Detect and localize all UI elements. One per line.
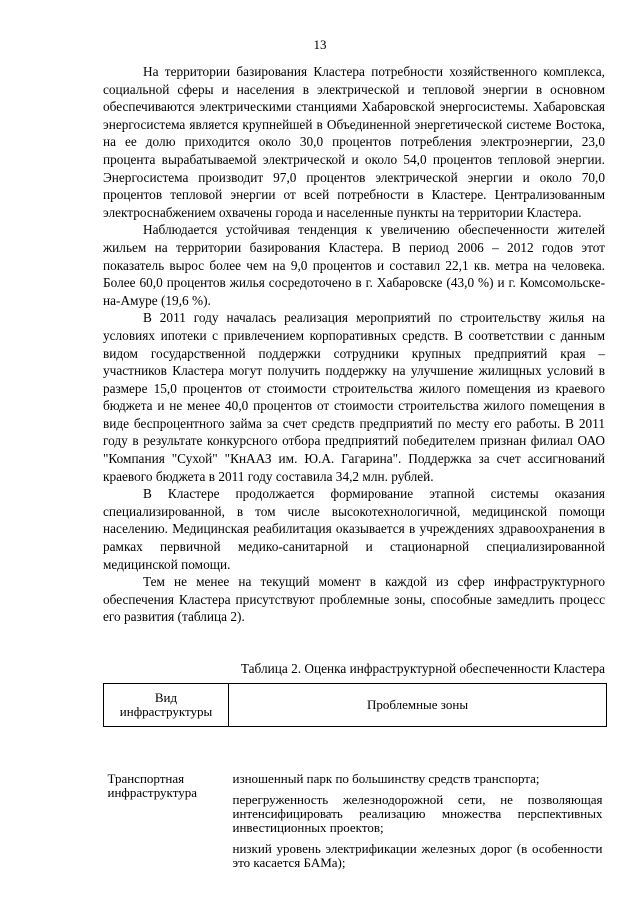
column-header-zones: Проблемные зоны: [229, 684, 607, 727]
paragraph: Наблюдается устойчивая тенденция к увеличению обеспеченности жителей жильем на территории базирования Кластера. В период 2006 – 2012 годов этот показатель вырос более чем на 9,0 процентов и составил 22,1 кв. метра на человека. Более 60,0 процентов жилья сосредоточено в г. Хабаровске (43,0 %) и г. Комсомольске-на-Амуре (19,6 %).: [103, 222, 605, 308]
problem-zone: низкий уровень электрификации железных дорог (в особенности это касается БАМа);: [232, 841, 603, 870]
infrastructure-table: [103, 683, 607, 877]
paragraph: В Кластере продолжается формирование этапной системы оказания специализированной, в том числе высокотехнологичной, медицинской помощи населению. Медицинская реабилитация оказывается в учреждениях здравоохранения в рамках первичной медико-санитарной и стационарной специализированной медицинской помощи.: [103, 486, 605, 572]
paragraph: В 2011 году началась реализация мероприятий по строительству жилья на условиях ипотеки с привлечением корпоративных средств. В соответствии с данным видом государственной поддержки сотрудники крупных предприятий края – участников Кластера могут получить поддержку на улучшение жилищных условий в размере 15,0 процентов от стоимости строительства жилого помещения из краевого бюджета и не менее 40,0 процентов от стоимости строительства жилого помещения в виде беспроцентного займа за счет средств предприятий по месту его работы. В 2011 году в результате конкурсного отбора предприятий победителем признан филиал ОАО "Компания "Сухой" "КнААЗ им. Ю.А. Гагарина". Поддержка за счет ассигнований краевого бюджета в 2011 году составила 34,2 млн. рублей.: [103, 310, 605, 484]
paragraph: Тем не менее на текущий момент в каждой из сфер инфраструктурного обеспечения Кластера присутствуют проблемные зоны, способные замедлить процесс его развития (таблица 2).: [103, 574, 605, 625]
paragraph: На территории базирования Кластера потребности хозяйственного комплекса, социальной сферы и населения в электрической и тепловой энергии в основном обеспечиваются электрическими станциями Хабаровской энергосистемы. Хабаровская энергосистема является крупнейшей в Объединенной энергетической системе Востока, на ее долю приходится около 30,0 процентов потребления электроэнергии, 23,0 процента вырабатываемой электрической и около 54,0 процентов тепловой энергии. Энергосистема производит 97,0 процентов электрической энергии и около 70,0 процентов тепловой энергии от всей потребности в Кластере. Централизованным электроснабжением охвачены города и населенные пункты на территории Кластера.: [103, 64, 605, 220]
column-header-type: Вид инфраструктуры: [104, 684, 229, 727]
page-number: 13: [313, 37, 327, 52]
table-row: [104, 727, 607, 878]
problem-zone: перегруженность железнодорожной сети, не позволяющая интенсифицировать реализацию множества перспективных инвестиционных проектов;: [232, 792, 603, 835]
body-text: [103, 63, 605, 626]
infrastructure-type: Транспортная инфраструктура: [107, 771, 197, 800]
table-caption: Таблица 2. Оценка инфраструктурной обеспеченности Кластера: [240, 661, 605, 676]
problem-zones-cell: [229, 727, 607, 878]
problem-zone: изношенный парк по большинству средств транспорта;: [232, 771, 540, 786]
table-header-row: [104, 684, 607, 727]
